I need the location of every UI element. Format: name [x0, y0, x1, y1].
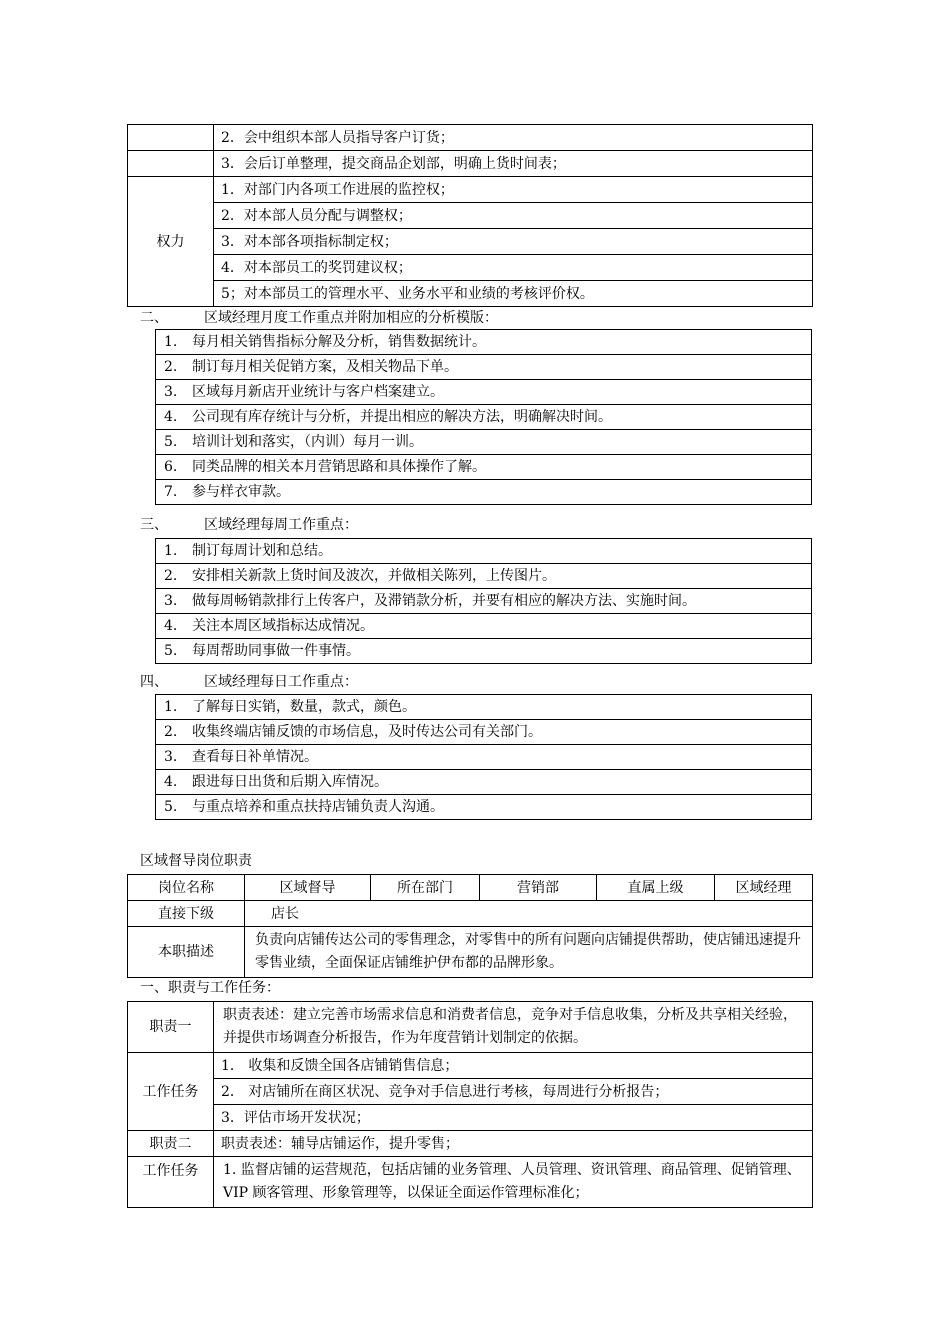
table-cell: 1．对部门内各项工作进展的监控权；	[214, 177, 813, 203]
list-item: 7. 参与样衣审款。	[156, 480, 812, 505]
duties-table	[127, 1001, 813, 1208]
list-item: 2. 安排相关新款上货时间及波次，并做相关陈列，上传图片。	[156, 564, 812, 589]
task-item: 3．评估市场开发状况；	[214, 1105, 813, 1131]
section-heading	[140, 308, 498, 328]
section-heading	[140, 515, 358, 535]
list-item: 3. 做每周畅销款排行上传客户，及滞销款分析，并要有相应的解决方法、实施时间。	[156, 589, 812, 614]
subordinate-value: 店长	[245, 901, 813, 927]
superior-value: 区域经理	[715, 875, 813, 901]
desc-label: 本职描述	[128, 927, 245, 978]
dept-value: 营销部	[480, 875, 597, 901]
daily-list	[155, 694, 812, 820]
list-item: 1. 了解每日实销，数量，款式，颜色。	[156, 695, 812, 720]
list-item: 4. 关注本周区域指标达成情况。	[156, 614, 812, 639]
section-title: 区域经理每日工作重点：	[204, 674, 358, 690]
post-name-value: 区域督导	[245, 875, 371, 901]
responsibility-table	[127, 124, 813, 307]
supervisor-heading: 区域督导岗位职责	[140, 853, 252, 869]
table-cell: 2．会中组织本部人员指导客户订货；	[214, 125, 813, 151]
list-item: 2. 收集终端店铺反馈的市场信息，及时传达公司有关部门。	[156, 720, 812, 745]
post-name-label: 岗位名称	[128, 875, 245, 901]
power-label: 权力	[128, 177, 214, 307]
section-number: 二、	[140, 310, 168, 326]
duty2-text: 职责表述：辅导店铺运作，提升零售；	[214, 1131, 813, 1157]
section-number: 四、	[140, 674, 168, 690]
task-item: 2． 对店铺所在商区状况、竞争对手信息进行考核，每周进行分析报告；	[214, 1079, 813, 1105]
task-item: 1． 收集和反馈全国各店铺销售信息；	[214, 1053, 813, 1079]
monthly-list	[155, 329, 812, 505]
list-item: 3. 区域每月新店开业统计与客户档案建立。	[156, 380, 812, 405]
table-cell: 3．会后订单整理，提交商品企划部，明确上货时间表；	[214, 151, 813, 177]
dept-label: 所在部门	[371, 875, 480, 901]
table-cell: 2．对本部人员分配与调整权；	[214, 203, 813, 229]
section-title: 区域经理每周工作重点：	[204, 517, 358, 533]
section-title: 区域经理月度工作重点并附加相应的分析模版：	[204, 310, 498, 326]
list-item: 5. 与重点培养和重点扶持店铺负责人沟通。	[156, 795, 812, 820]
subordinate-label: 直接下级	[128, 901, 245, 927]
list-item: 2. 制订每月相关促销方案，及相关物品下单。	[156, 355, 812, 380]
list-item: 4. 跟进每日出货和后期入库情况。	[156, 770, 812, 795]
duties-heading: 一、职责与工作任务：	[140, 980, 280, 996]
section-number: 三、	[140, 517, 168, 533]
duty2-label: 职责二	[128, 1131, 214, 1157]
list-item: 5. 每周帮助同事做一件事情。	[156, 639, 812, 664]
list-item: 3. 查看每日补单情况。	[156, 745, 812, 770]
table-cell	[128, 125, 214, 151]
section-heading	[140, 672, 358, 692]
task-label: 工作任务	[128, 1053, 214, 1131]
list-item: 5. 培训计划和落实，（内训）每月一训。	[156, 430, 812, 455]
table-cell	[128, 151, 214, 177]
weekly-list	[155, 538, 812, 664]
list-item: 6. 同类品牌的相关本月营销思路和具体操作了解。	[156, 455, 812, 480]
table-cell: 3．对本部各项指标制定权；	[214, 229, 813, 255]
duty1-label: 职责一	[128, 1002, 214, 1053]
duty1-text: 职责表述：建立完善市场需求信息和消费者信息，竞争对手信息收集，分析及共享相关经验，并提供市场调查分析报告，作为年度营销计划制定的依据。	[214, 1002, 813, 1053]
superior-label: 直属上级	[597, 875, 715, 901]
list-item: 4. 公司现有库存统计与分析，并提出相应的解决方法，明确解决时间。	[156, 405, 812, 430]
table-cell: 4．对本部员工的奖罚建议权；	[214, 255, 813, 281]
task2-label: 工作任务	[128, 1157, 214, 1208]
task2-text: 1. 监督店铺的运营规范，包括店铺的业务管理、人员管理、资讯管理、商品管理、促销管理、VIP 顾客管理、形象管理等，以保证全面运作管理标准化；	[214, 1157, 813, 1208]
list-item: 1. 制订每周计划和总结。	[156, 539, 812, 564]
table-cell: 5；对本部员工的管理水平、业务水平和业绩的考核评价权。	[214, 281, 813, 307]
desc-value: 负责向店铺传达公司的零售理念，对零售中的所有问题向店铺提供帮助，使店铺迅速提升零售业绩，全面保证店铺维护伊布都的品牌形象。	[245, 927, 813, 978]
supervisor-info-table	[127, 874, 813, 978]
list-item: 1. 每月相关销售指标分解及分析，销售数据统计。	[156, 330, 812, 355]
